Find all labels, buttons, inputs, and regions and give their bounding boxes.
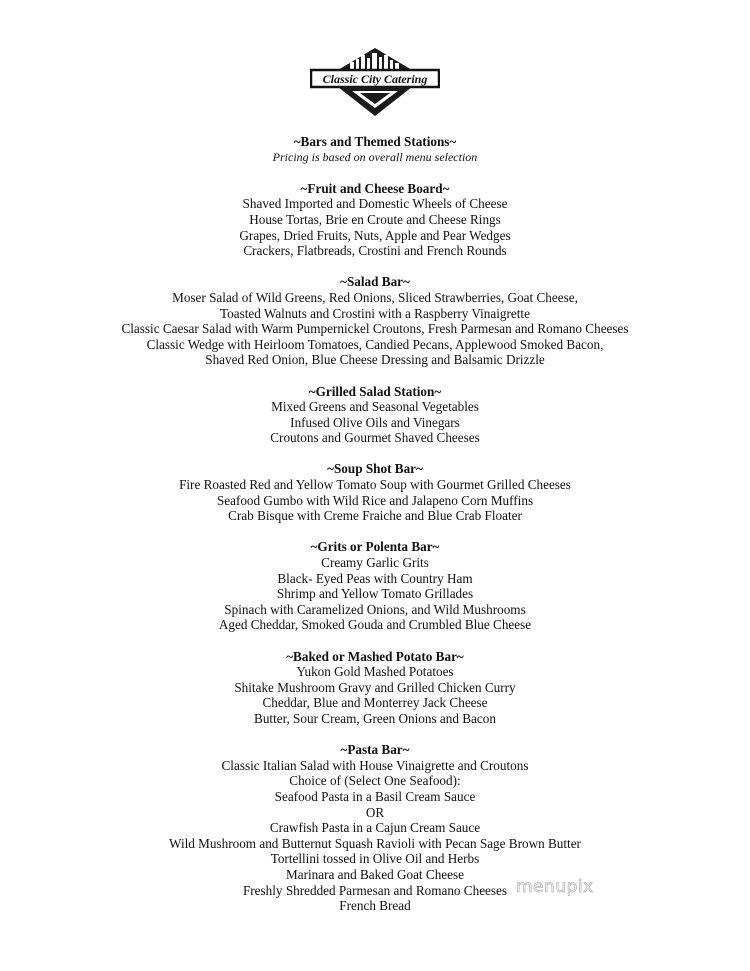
menu-item: Creamy Garlic Grits <box>321 555 429 571</box>
menu-item: Seafood Pasta in a Basil Cream Sauce <box>274 788 476 804</box>
menu-item: Black- Eyed Peas with Country Ham <box>277 570 473 586</box>
menu-content <box>0 134 750 914</box>
menu-section <box>0 539 750 633</box>
menu-item: House Tortas, Brie en Croute and Cheese Rings <box>249 211 501 227</box>
menu-item: Moser Salad of Wild Greens, Red Onions, Sliced Strawberries, Goat Cheese, <box>172 289 578 305</box>
section-heading: ~Grits or Polenta Bar~ <box>310 539 440 555</box>
section-heading: ~Pasta Bar~ <box>340 742 410 758</box>
menu-item: Classic Wedge with Heirloom Tomatoes, Candied Pecans, Applewood Smoked Bacon, <box>146 336 604 352</box>
menu-item: Crab Bisque with Creme Fraiche and Blue Crab Floater <box>228 508 522 524</box>
menu-item: Grapes, Dried Fruits, Nuts, Apple and Pear Wedges <box>239 227 511 243</box>
menu-item: OR <box>365 804 385 820</box>
menu-item: Croutons and Gourmet Shaved Cheeses <box>270 430 480 446</box>
menu-item: Infused Olive Oils and Vinegars <box>290 414 460 430</box>
intro-section <box>0 134 750 165</box>
menu-item: Choice of (Select One Seafood): <box>289 773 461 789</box>
menu-item: Mixed Greens and Seasonal Vegetables <box>271 399 479 415</box>
menu-item: Classic Italian Salad with House Vinaigrette and Croutons <box>221 757 529 773</box>
menu-item: Yukon Gold Mashed Potatoes <box>296 664 454 680</box>
section-heading: ~Baked or Mashed Potato Bar~ <box>286 648 464 664</box>
menu-item: Shaved Imported and Domestic Wheels of Cheese <box>242 196 508 212</box>
menu-item: Freshly Shredded Parmesan and Romano Cheeses <box>242 882 508 898</box>
menu-item: Spinach with Caramelized Onions, and Wild Mushrooms <box>224 601 526 617</box>
section-heading: ~Fruit and Cheese Board~ <box>300 180 450 196</box>
menu-item: Fire Roasted Red and Yellow Tomato Soup with Gourmet Grilled Cheeses <box>179 477 571 493</box>
intro-heading: ~Bars and Themed Stations~ <box>293 134 457 149</box>
menu-item: French Bread <box>339 898 411 914</box>
menu-item: Marinara and Baked Goat Cheese <box>286 866 464 882</box>
menu-item: Crackers, Flatbreads, Crostini and French Rounds <box>243 243 507 259</box>
menu-item: Shaved Red Onion, Blue Cheese Dressing and Balsamic Drizzle <box>205 352 545 368</box>
menu-item: Crawfish Pasta in a Cajun Cream Sauce <box>269 820 481 836</box>
intro-subtitle: Pricing is based on overall menu selection <box>272 149 478 164</box>
menu-item: Wild Mushroom and Butternut Squash Ravioli with Pecan Sage Brown Butter <box>169 835 581 851</box>
menu-item: Tortellini tossed in Olive Oil and Herbs <box>270 851 480 867</box>
menu-item: Cheddar, Blue and Monterrey Jack Cheese <box>262 695 488 711</box>
watermark: menupix <box>516 877 594 897</box>
menu-section <box>0 181 750 259</box>
menu-section <box>0 742 750 914</box>
menu-item: Butter, Sour Cream, Green Onions and Bacon <box>254 710 496 726</box>
menu-item: Aged Cheddar, Smoked Gouda and Crumbled Blue Cheese <box>218 617 532 633</box>
logo-text: Classic City Catering <box>322 72 428 86</box>
menu-item: Classic Caesar Salad with Warm Pumpernickel Croutons, Fresh Parmesan and Romano Cheeses <box>121 321 629 337</box>
menu-section <box>0 649 750 727</box>
menu-item: Seafood Gumbo with Wild Rice and Jalapeno Corn Muffins <box>216 492 534 508</box>
section-heading: ~Grilled Salad Station~ <box>308 383 442 399</box>
section-heading: ~Soup Shot Bar~ <box>327 461 423 477</box>
menu-section <box>0 274 750 368</box>
menu-item: Toasted Walnuts and Crostini with a Raspberry Vinaigrette <box>220 305 530 321</box>
section-heading: ~Salad Bar~ <box>340 274 410 290</box>
menu-section <box>0 461 750 523</box>
menu-section <box>0 384 750 446</box>
menu-item: Shrimp and Yellow Tomato Grillades <box>276 586 474 602</box>
menu-item: Shitake Mushroom Gravy and Grilled Chicken Curry <box>234 679 516 695</box>
company-logo <box>310 46 440 118</box>
